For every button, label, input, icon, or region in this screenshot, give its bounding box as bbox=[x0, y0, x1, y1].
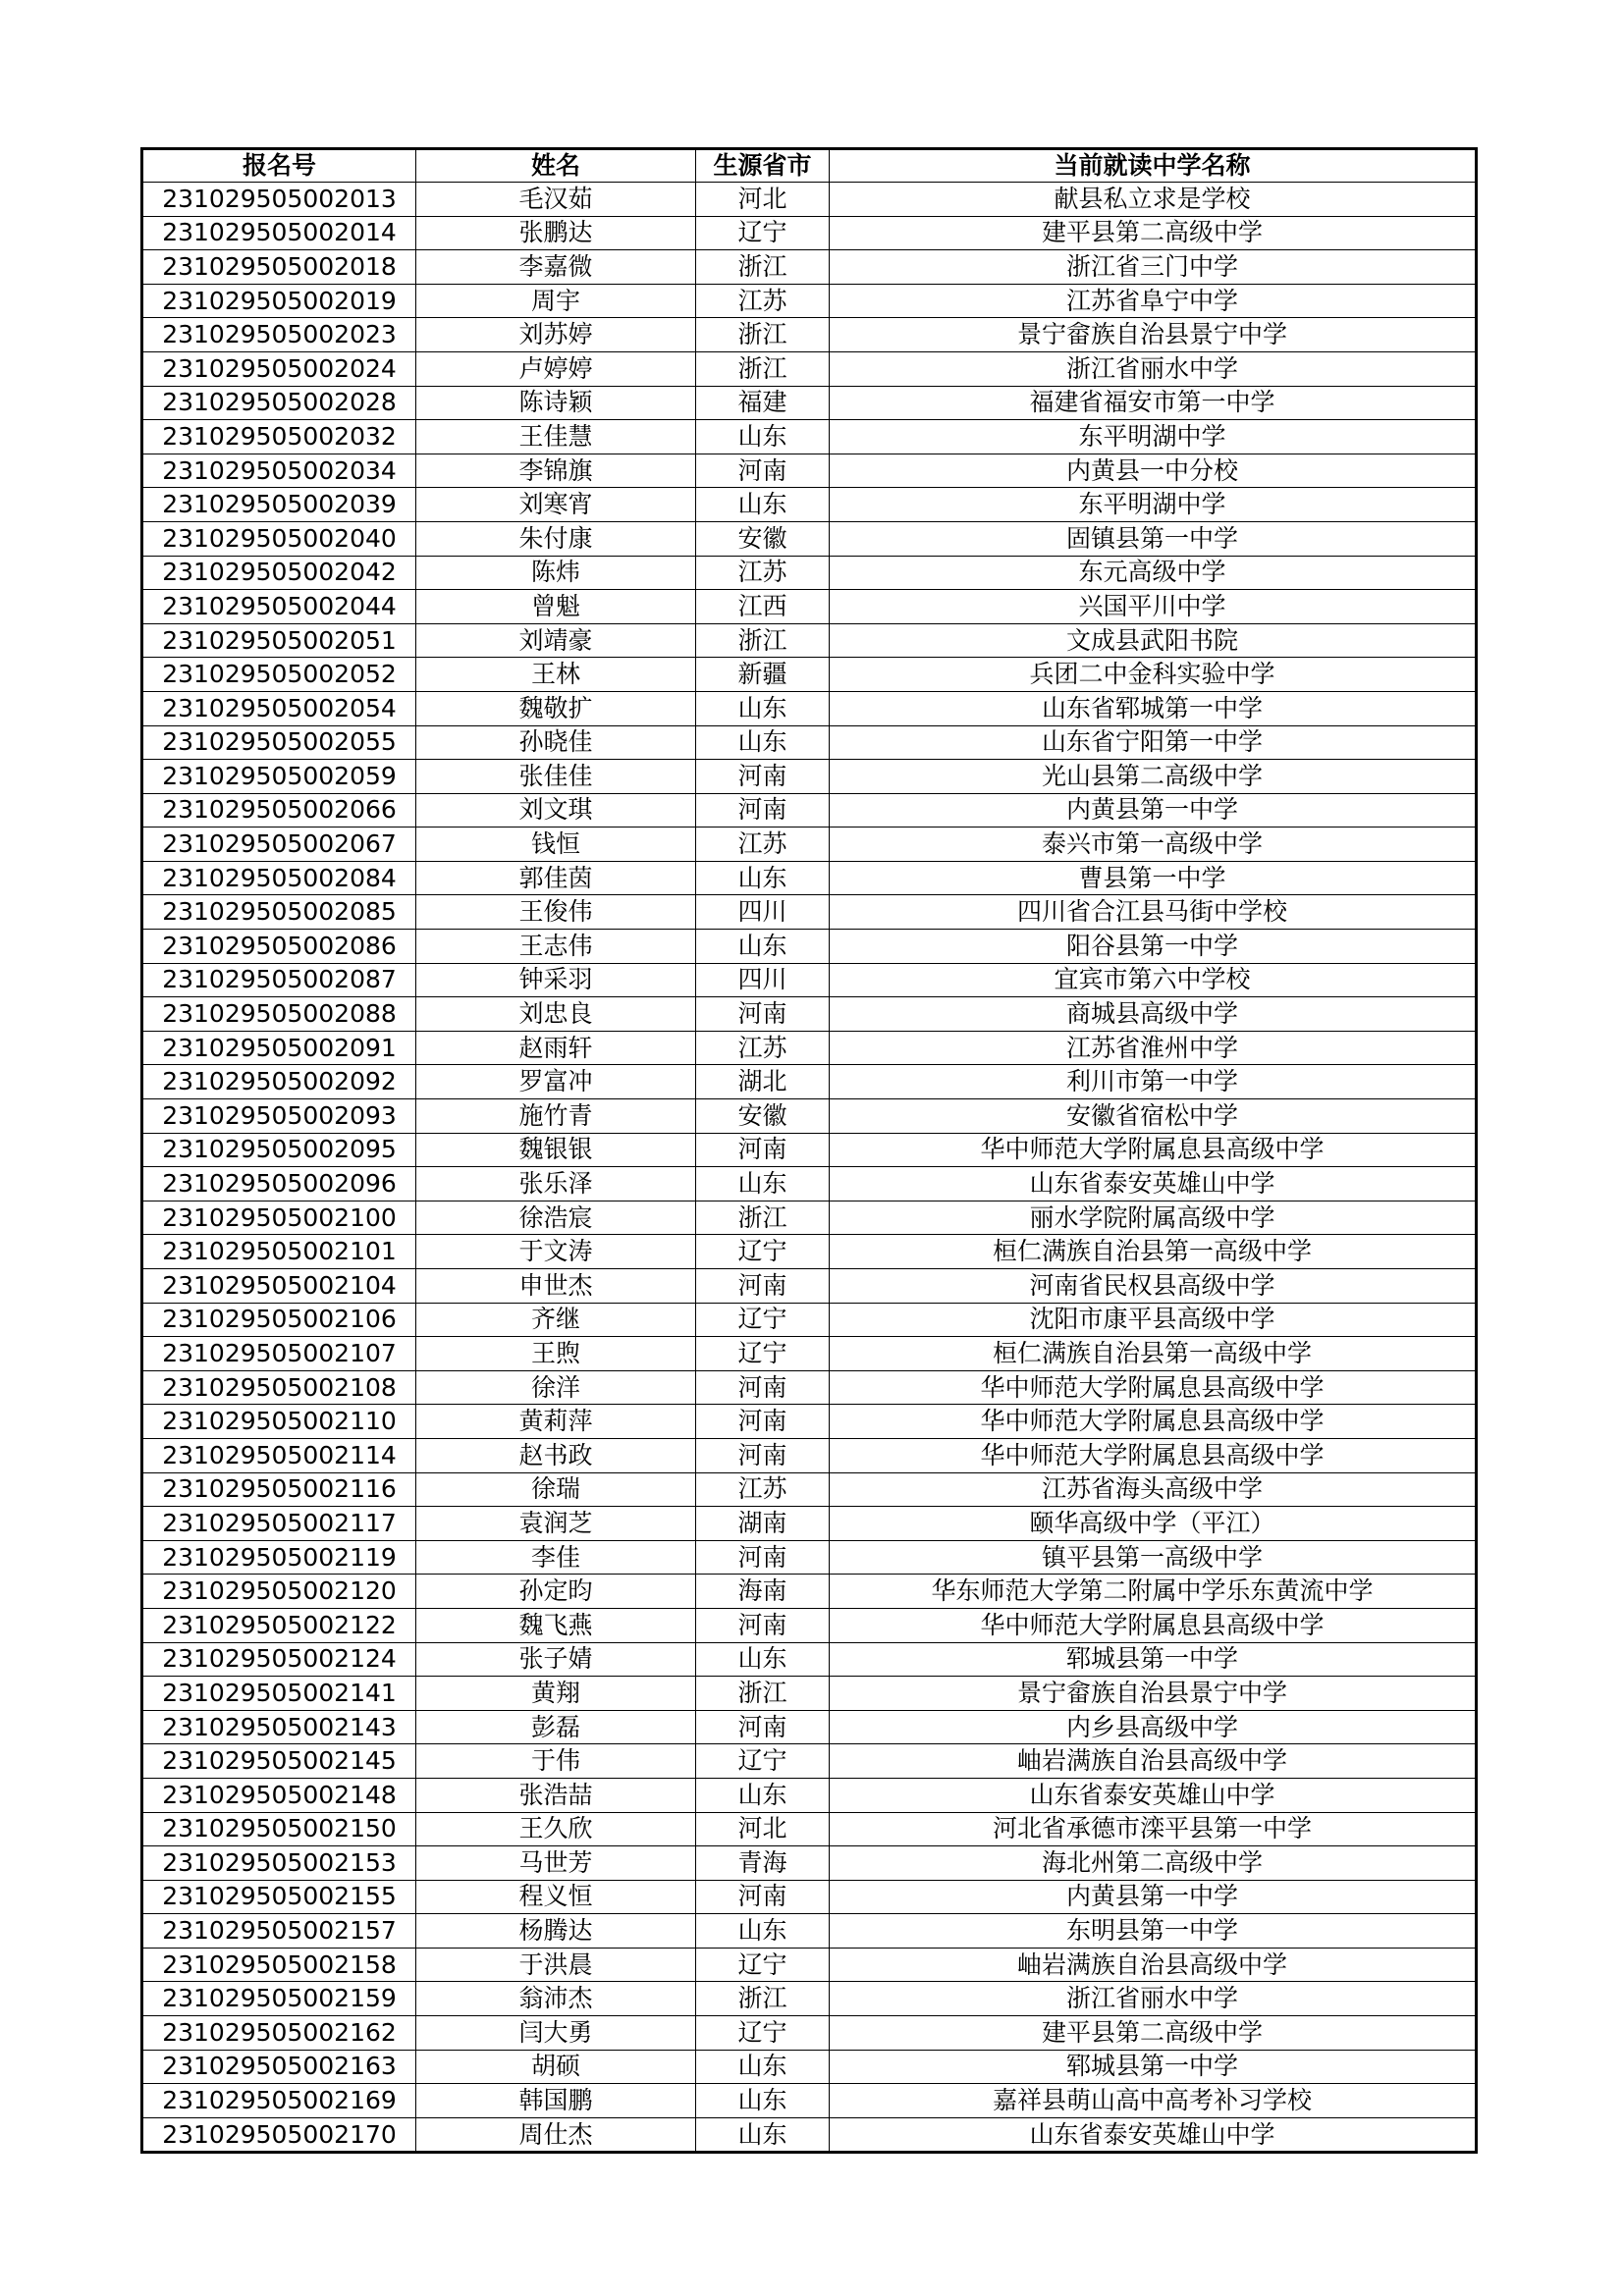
origin-province-cell: 河南 bbox=[696, 1405, 830, 1439]
current-school-cell: 福建省福安市第一中学 bbox=[830, 386, 1477, 420]
name-cell: 周仕杰 bbox=[416, 2117, 696, 2153]
origin-province-cell: 河南 bbox=[696, 1133, 830, 1167]
origin-province-cell: 河北 bbox=[696, 183, 830, 217]
name-cell: 赵书政 bbox=[416, 1438, 696, 1472]
table-row bbox=[142, 216, 1477, 250]
registration-number-cell: 231029505002085 bbox=[142, 895, 416, 930]
table-row bbox=[142, 1677, 1477, 1711]
name-cell: 徐浩宸 bbox=[416, 1201, 696, 1235]
registration-number-cell: 231029505002162 bbox=[142, 2016, 416, 2051]
current-school-cell: 东平明湖中学 bbox=[830, 488, 1477, 522]
registration-number-cell: 231029505002055 bbox=[142, 725, 416, 760]
origin-province-cell: 河南 bbox=[696, 793, 830, 828]
registration-number-cell: 231029505002169 bbox=[142, 2084, 416, 2118]
registration-number-cell: 231029505002155 bbox=[142, 1880, 416, 1914]
table-row bbox=[142, 556, 1477, 590]
registration-number-cell: 231029505002153 bbox=[142, 1846, 416, 1881]
origin-province-cell: 江苏 bbox=[696, 1031, 830, 1065]
table-row bbox=[142, 1778, 1477, 1812]
origin-province-cell: 河北 bbox=[696, 1812, 830, 1846]
current-school-cell: 颐华高级中学（平江） bbox=[830, 1507, 1477, 1541]
current-school-cell: 岫岩满族自治县高级中学 bbox=[830, 1744, 1477, 1779]
current-school-cell: 嘉祥县萌山高中高考补习学校 bbox=[830, 2084, 1477, 2118]
table-row bbox=[142, 895, 1477, 930]
table-row bbox=[142, 1235, 1477, 1269]
table-row bbox=[142, 183, 1477, 217]
name-cell: 刘靖豪 bbox=[416, 623, 696, 658]
table-row bbox=[142, 1608, 1477, 1642]
table-row bbox=[142, 1133, 1477, 1167]
origin-province-cell: 江苏 bbox=[696, 556, 830, 590]
name-cell: 胡硕 bbox=[416, 2050, 696, 2084]
origin-province-cell: 江苏 bbox=[696, 284, 830, 318]
registration-number-cell: 231029505002122 bbox=[142, 1608, 416, 1642]
table-row bbox=[142, 1201, 1477, 1235]
current-school-cell: 内黄县第一中学 bbox=[830, 1880, 1477, 1914]
name-cell: 黄莉萍 bbox=[416, 1405, 696, 1439]
registration-number-cell: 231029505002066 bbox=[142, 793, 416, 828]
name-cell: 张浩喆 bbox=[416, 1778, 696, 1812]
table-row bbox=[142, 1710, 1477, 1744]
name-cell: 刘忠良 bbox=[416, 997, 696, 1032]
current-school-cell: 东明县第一中学 bbox=[830, 1914, 1477, 1949]
current-school-cell: 郓城县第一中学 bbox=[830, 1642, 1477, 1677]
registration-number-cell: 231029505002084 bbox=[142, 861, 416, 895]
registration-number-cell: 231029505002110 bbox=[142, 1405, 416, 1439]
header-row bbox=[142, 149, 1477, 183]
name-cell: 张乐泽 bbox=[416, 1167, 696, 1201]
registration-number-cell: 231029505002051 bbox=[142, 623, 416, 658]
table-row bbox=[142, 1337, 1477, 1371]
table-row bbox=[142, 1812, 1477, 1846]
name-cell: 徐瑞 bbox=[416, 1472, 696, 1507]
table-row bbox=[142, 1472, 1477, 1507]
table-row bbox=[142, 521, 1477, 556]
current-school-cell: 宜宾市第六中学校 bbox=[830, 963, 1477, 997]
table-row bbox=[142, 351, 1477, 386]
registration-number-cell: 231029505002157 bbox=[142, 1914, 416, 1949]
name-cell: 陈诗颖 bbox=[416, 386, 696, 420]
name-cell: 王林 bbox=[416, 658, 696, 692]
table-body bbox=[142, 183, 1477, 2153]
origin-province-cell: 河南 bbox=[696, 997, 830, 1032]
table-row bbox=[142, 2084, 1477, 2118]
current-school-cell: 江苏省海头高级中学 bbox=[830, 1472, 1477, 1507]
registration-number-cell: 231029505002143 bbox=[142, 1710, 416, 1744]
name-cell: 周宇 bbox=[416, 284, 696, 318]
name-cell: 王煦 bbox=[416, 1337, 696, 1371]
table-row bbox=[142, 1167, 1477, 1201]
registration-number-cell: 231029505002119 bbox=[142, 1540, 416, 1575]
name-cell: 施竹青 bbox=[416, 1099, 696, 1134]
current-school-cell: 泰兴市第一高级中学 bbox=[830, 828, 1477, 862]
table-row bbox=[142, 1642, 1477, 1677]
origin-province-cell: 河南 bbox=[696, 1880, 830, 1914]
name-cell: 徐洋 bbox=[416, 1370, 696, 1405]
name-cell: 刘寒宵 bbox=[416, 488, 696, 522]
registration-number-cell: 231029505002150 bbox=[142, 1812, 416, 1846]
current-school-cell: 固镇县第一中学 bbox=[830, 521, 1477, 556]
registration-number-cell: 231029505002087 bbox=[142, 963, 416, 997]
registration-number-cell: 231029505002032 bbox=[142, 420, 416, 454]
registration-number-cell: 231029505002034 bbox=[142, 454, 416, 488]
name-cell: 李佳 bbox=[416, 1540, 696, 1575]
origin-province-cell: 湖南 bbox=[696, 1507, 830, 1541]
current-school-cell: 桓仁满族自治县第一高级中学 bbox=[830, 1235, 1477, 1269]
name-cell: 毛汉茹 bbox=[416, 183, 696, 217]
origin-province-cell: 安徽 bbox=[696, 521, 830, 556]
registration-number-cell: 231029505002107 bbox=[142, 1337, 416, 1371]
origin-province-cell: 河南 bbox=[696, 1269, 830, 1304]
origin-province-cell: 河南 bbox=[696, 1370, 830, 1405]
current-school-cell: 利川市第一中学 bbox=[830, 1065, 1477, 1099]
registration-number-cell: 231029505002093 bbox=[142, 1099, 416, 1134]
registration-number-cell: 231029505002170 bbox=[142, 2117, 416, 2153]
origin-province-cell: 福建 bbox=[696, 386, 830, 420]
current-school-cell: 郓城县第一中学 bbox=[830, 2050, 1477, 2084]
current-school-cell: 华中师范大学附属息县高级中学 bbox=[830, 1438, 1477, 1472]
origin-province-cell: 辽宁 bbox=[696, 1303, 830, 1337]
current-school-cell: 山东省泰安英雄山中学 bbox=[830, 1167, 1477, 1201]
table-row bbox=[142, 963, 1477, 997]
registration-number-cell: 231029505002106 bbox=[142, 1303, 416, 1337]
origin-province-cell: 山东 bbox=[696, 691, 830, 725]
current-school-cell: 内黄县一中分校 bbox=[830, 454, 1477, 488]
table-row bbox=[142, 1982, 1477, 2016]
registration-number-cell: 231029505002148 bbox=[142, 1778, 416, 1812]
origin-province-cell: 辽宁 bbox=[696, 1337, 830, 1371]
table-row bbox=[142, 318, 1477, 352]
name-cell: 袁润芝 bbox=[416, 1507, 696, 1541]
current-school-cell: 兵团二中金科实验中学 bbox=[830, 658, 1477, 692]
current-school-cell: 景宁畲族自治县景宁中学 bbox=[830, 1677, 1477, 1711]
origin-province-cell: 山东 bbox=[696, 420, 830, 454]
registration-number-cell: 231029505002040 bbox=[142, 521, 416, 556]
current-school-cell: 文成县武阳书院 bbox=[830, 623, 1477, 658]
origin-province-cell: 江西 bbox=[696, 590, 830, 624]
origin-province-cell: 山东 bbox=[696, 1778, 830, 1812]
name-cell: 孙晓佳 bbox=[416, 725, 696, 760]
origin-province-cell: 青海 bbox=[696, 1846, 830, 1881]
registration-number-cell: 231029505002054 bbox=[142, 691, 416, 725]
header-registration-number: 报名号 bbox=[142, 149, 416, 183]
table-row bbox=[142, 1099, 1477, 1134]
current-school-cell: 华东师范大学第二附属中学乐东黄流中学 bbox=[830, 1575, 1477, 1609]
table-row bbox=[142, 1948, 1477, 1982]
current-school-cell: 山东省宁阳第一中学 bbox=[830, 725, 1477, 760]
table-row bbox=[142, 1269, 1477, 1304]
name-cell: 程义恒 bbox=[416, 1880, 696, 1914]
registration-number-cell: 231029505002095 bbox=[142, 1133, 416, 1167]
current-school-cell: 沈阳市康平县高级中学 bbox=[830, 1303, 1477, 1337]
name-cell: 于洪晨 bbox=[416, 1948, 696, 1982]
current-school-cell: 丽水学院附属高级中学 bbox=[830, 1201, 1477, 1235]
origin-province-cell: 湖北 bbox=[696, 1065, 830, 1099]
current-school-cell: 建平县第二高级中学 bbox=[830, 216, 1477, 250]
origin-province-cell: 辽宁 bbox=[696, 216, 830, 250]
current-school-cell: 华中师范大学附属息县高级中学 bbox=[830, 1370, 1477, 1405]
table-row bbox=[142, 1744, 1477, 1779]
name-cell: 刘文琪 bbox=[416, 793, 696, 828]
origin-province-cell: 四川 bbox=[696, 963, 830, 997]
current-school-cell: 曹县第一中学 bbox=[830, 861, 1477, 895]
origin-province-cell: 山东 bbox=[696, 861, 830, 895]
origin-province-cell: 安徽 bbox=[696, 1099, 830, 1134]
table-row bbox=[142, 1914, 1477, 1949]
origin-province-cell: 山东 bbox=[696, 1167, 830, 1201]
current-school-cell: 东元高级中学 bbox=[830, 556, 1477, 590]
registration-number-cell: 231029505002092 bbox=[142, 1065, 416, 1099]
name-cell: 黄翔 bbox=[416, 1677, 696, 1711]
origin-province-cell: 河南 bbox=[696, 1608, 830, 1642]
table-row bbox=[142, 420, 1477, 454]
current-school-cell: 建平县第二高级中学 bbox=[830, 2016, 1477, 2051]
registration-number-cell: 231029505002023 bbox=[142, 318, 416, 352]
origin-province-cell: 河南 bbox=[696, 1438, 830, 1472]
registration-number-cell: 231029505002120 bbox=[142, 1575, 416, 1609]
registration-number-cell: 231029505002116 bbox=[142, 1472, 416, 1507]
table-row bbox=[142, 454, 1477, 488]
table-row bbox=[142, 590, 1477, 624]
table-row bbox=[142, 725, 1477, 760]
current-school-cell: 东平明湖中学 bbox=[830, 420, 1477, 454]
table-row bbox=[142, 828, 1477, 862]
table-row bbox=[142, 623, 1477, 658]
name-cell: 赵雨轩 bbox=[416, 1031, 696, 1065]
current-school-cell: 山东省郓城第一中学 bbox=[830, 691, 1477, 725]
name-cell: 魏敬扩 bbox=[416, 691, 696, 725]
current-school-cell: 江苏省阜宁中学 bbox=[830, 284, 1477, 318]
table-row bbox=[142, 386, 1477, 420]
registration-number-cell: 231029505002163 bbox=[142, 2050, 416, 2084]
registration-number-cell: 231029505002158 bbox=[142, 1948, 416, 1982]
name-cell: 杨腾达 bbox=[416, 1914, 696, 1949]
origin-province-cell: 辽宁 bbox=[696, 2016, 830, 2051]
name-cell: 罗富冲 bbox=[416, 1065, 696, 1099]
current-school-cell: 华中师范大学附属息县高级中学 bbox=[830, 1133, 1477, 1167]
registration-number-cell: 231029505002059 bbox=[142, 760, 416, 794]
table-row bbox=[142, 658, 1477, 692]
name-cell: 闫大勇 bbox=[416, 2016, 696, 2051]
registration-number-cell: 231029505002018 bbox=[142, 250, 416, 285]
name-cell: 王俊伟 bbox=[416, 895, 696, 930]
registration-number-cell: 231029505002042 bbox=[142, 556, 416, 590]
table-row bbox=[142, 760, 1477, 794]
registration-number-cell: 231029505002044 bbox=[142, 590, 416, 624]
current-school-cell: 华中师范大学附属息县高级中学 bbox=[830, 1405, 1477, 1439]
registration-number-cell: 231029505002067 bbox=[142, 828, 416, 862]
current-school-cell: 商城县高级中学 bbox=[830, 997, 1477, 1032]
current-school-cell: 山东省泰安英雄山中学 bbox=[830, 1778, 1477, 1812]
current-school-cell: 景宁畲族自治县景宁中学 bbox=[830, 318, 1477, 352]
name-cell: 张鹏达 bbox=[416, 216, 696, 250]
origin-province-cell: 山东 bbox=[696, 488, 830, 522]
origin-province-cell: 浙江 bbox=[696, 351, 830, 386]
table-row bbox=[142, 284, 1477, 318]
current-school-cell: 桓仁满族自治县第一高级中学 bbox=[830, 1337, 1477, 1371]
name-cell: 孙定昀 bbox=[416, 1575, 696, 1609]
current-school-cell: 内乡县高级中学 bbox=[830, 1710, 1477, 1744]
current-school-cell: 内黄县第一中学 bbox=[830, 793, 1477, 828]
name-cell: 王佳慧 bbox=[416, 420, 696, 454]
table-row bbox=[142, 997, 1477, 1032]
table-row bbox=[142, 2016, 1477, 2051]
origin-province-cell: 山东 bbox=[696, 2084, 830, 2118]
table-row bbox=[142, 1031, 1477, 1065]
name-cell: 曾魁 bbox=[416, 590, 696, 624]
registration-number-cell: 231029505002145 bbox=[142, 1744, 416, 1779]
roster-table bbox=[140, 147, 1478, 2154]
origin-province-cell: 浙江 bbox=[696, 250, 830, 285]
current-school-cell: 山东省泰安英雄山中学 bbox=[830, 2117, 1477, 2153]
origin-province-cell: 山东 bbox=[696, 930, 830, 964]
registration-number-cell: 231029505002101 bbox=[142, 1235, 416, 1269]
origin-province-cell: 浙江 bbox=[696, 623, 830, 658]
current-school-cell: 献县私立求是学校 bbox=[830, 183, 1477, 217]
origin-province-cell: 江苏 bbox=[696, 1472, 830, 1507]
name-cell: 于文涛 bbox=[416, 1235, 696, 1269]
origin-province-cell: 四川 bbox=[696, 895, 830, 930]
name-cell: 齐继 bbox=[416, 1303, 696, 1337]
name-cell: 张子婧 bbox=[416, 1642, 696, 1677]
current-school-cell: 河南省民权县高级中学 bbox=[830, 1269, 1477, 1304]
origin-province-cell: 辽宁 bbox=[696, 1235, 830, 1269]
origin-province-cell: 辽宁 bbox=[696, 1948, 830, 1982]
registration-number-cell: 231029505002104 bbox=[142, 1269, 416, 1304]
origin-province-cell: 江苏 bbox=[696, 828, 830, 862]
table-row bbox=[142, 1438, 1477, 1472]
origin-province-cell: 山东 bbox=[696, 1914, 830, 1949]
origin-province-cell: 浙江 bbox=[696, 1982, 830, 2016]
table-row bbox=[142, 1370, 1477, 1405]
registration-number-cell: 231029505002100 bbox=[142, 1201, 416, 1235]
table-row bbox=[142, 1507, 1477, 1541]
origin-province-cell: 河南 bbox=[696, 1540, 830, 1575]
name-cell: 张佳佳 bbox=[416, 760, 696, 794]
registration-number-cell: 231029505002039 bbox=[142, 488, 416, 522]
table-row bbox=[142, 930, 1477, 964]
name-cell: 郭佳茵 bbox=[416, 861, 696, 895]
registration-number-cell: 231029505002117 bbox=[142, 1507, 416, 1541]
registration-number-cell: 231029505002024 bbox=[142, 351, 416, 386]
current-school-cell: 四川省合江县马街中学校 bbox=[830, 895, 1477, 930]
table-row bbox=[142, 488, 1477, 522]
registration-number-cell: 231029505002096 bbox=[142, 1167, 416, 1201]
table-row bbox=[142, 1540, 1477, 1575]
registration-number-cell: 231029505002013 bbox=[142, 183, 416, 217]
header-name: 姓名 bbox=[416, 149, 696, 183]
table-row bbox=[142, 2117, 1477, 2153]
origin-province-cell: 河南 bbox=[696, 454, 830, 488]
table-row bbox=[142, 1575, 1477, 1609]
name-cell: 王志伟 bbox=[416, 930, 696, 964]
registration-number-cell: 231029505002019 bbox=[142, 284, 416, 318]
origin-province-cell: 浙江 bbox=[696, 318, 830, 352]
table-row bbox=[142, 1846, 1477, 1881]
name-cell: 彭磊 bbox=[416, 1710, 696, 1744]
current-school-cell: 浙江省三门中学 bbox=[830, 250, 1477, 285]
registration-number-cell: 231029505002124 bbox=[142, 1642, 416, 1677]
table-row bbox=[142, 2050, 1477, 2084]
current-school-cell: 镇平县第一高级中学 bbox=[830, 1540, 1477, 1575]
origin-province-cell: 海南 bbox=[696, 1575, 830, 1609]
current-school-cell: 华中师范大学附属息县高级中学 bbox=[830, 1608, 1477, 1642]
current-school-cell: 岫岩满族自治县高级中学 bbox=[830, 1948, 1477, 1982]
registration-number-cell: 231029505002052 bbox=[142, 658, 416, 692]
table-row bbox=[142, 1065, 1477, 1099]
table-row bbox=[142, 793, 1477, 828]
registration-number-cell: 231029505002088 bbox=[142, 997, 416, 1032]
name-cell: 韩国鹏 bbox=[416, 2084, 696, 2118]
name-cell: 李嘉微 bbox=[416, 250, 696, 285]
origin-province-cell: 浙江 bbox=[696, 1201, 830, 1235]
registration-number-cell: 231029505002086 bbox=[142, 930, 416, 964]
table-row bbox=[142, 861, 1477, 895]
table-row bbox=[142, 1880, 1477, 1914]
header-origin-province: 生源省市 bbox=[696, 149, 830, 183]
origin-province-cell: 山东 bbox=[696, 725, 830, 760]
name-cell: 翁沛杰 bbox=[416, 1982, 696, 2016]
name-cell: 陈炜 bbox=[416, 556, 696, 590]
origin-province-cell: 河南 bbox=[696, 760, 830, 794]
name-cell: 李锦旗 bbox=[416, 454, 696, 488]
name-cell: 王久欣 bbox=[416, 1812, 696, 1846]
table-row bbox=[142, 1303, 1477, 1337]
origin-province-cell: 辽宁 bbox=[696, 1744, 830, 1779]
origin-province-cell: 山东 bbox=[696, 1642, 830, 1677]
origin-province-cell: 新疆 bbox=[696, 658, 830, 692]
current-school-cell: 海北州第二高级中学 bbox=[830, 1846, 1477, 1881]
current-school-cell: 阳谷县第一中学 bbox=[830, 930, 1477, 964]
current-school-cell: 河北省承德市滦平县第一中学 bbox=[830, 1812, 1477, 1846]
name-cell: 申世杰 bbox=[416, 1269, 696, 1304]
name-cell: 钱恒 bbox=[416, 828, 696, 862]
current-school-cell: 浙江省丽水中学 bbox=[830, 351, 1477, 386]
origin-province-cell: 浙江 bbox=[696, 1677, 830, 1711]
origin-province-cell: 河南 bbox=[696, 1710, 830, 1744]
name-cell: 魏飞燕 bbox=[416, 1608, 696, 1642]
origin-province-cell: 山东 bbox=[696, 2050, 830, 2084]
current-school-cell: 浙江省丽水中学 bbox=[830, 1982, 1477, 2016]
table-row bbox=[142, 691, 1477, 725]
registration-number-cell: 231029505002108 bbox=[142, 1370, 416, 1405]
registration-number-cell: 231029505002028 bbox=[142, 386, 416, 420]
current-school-cell: 兴国平川中学 bbox=[830, 590, 1477, 624]
header-current-school: 当前就读中学名称 bbox=[830, 149, 1477, 183]
current-school-cell: 安徽省宿松中学 bbox=[830, 1099, 1477, 1134]
registration-number-cell: 231029505002091 bbox=[142, 1031, 416, 1065]
registration-number-cell: 231029505002159 bbox=[142, 1982, 416, 2016]
registration-number-cell: 231029505002014 bbox=[142, 216, 416, 250]
registration-number-cell: 231029505002141 bbox=[142, 1677, 416, 1711]
table-row bbox=[142, 1405, 1477, 1439]
table-row bbox=[142, 250, 1477, 285]
name-cell: 马世芳 bbox=[416, 1846, 696, 1881]
origin-province-cell: 山东 bbox=[696, 2117, 830, 2153]
registration-number-cell: 231029505002114 bbox=[142, 1438, 416, 1472]
name-cell: 钟采羽 bbox=[416, 963, 696, 997]
name-cell: 于伟 bbox=[416, 1744, 696, 1779]
current-school-cell: 光山县第二高级中学 bbox=[830, 760, 1477, 794]
name-cell: 魏银银 bbox=[416, 1133, 696, 1167]
name-cell: 卢婷婷 bbox=[416, 351, 696, 386]
name-cell: 朱付康 bbox=[416, 521, 696, 556]
name-cell: 刘苏婷 bbox=[416, 318, 696, 352]
current-school-cell: 江苏省淮州中学 bbox=[830, 1031, 1477, 1065]
